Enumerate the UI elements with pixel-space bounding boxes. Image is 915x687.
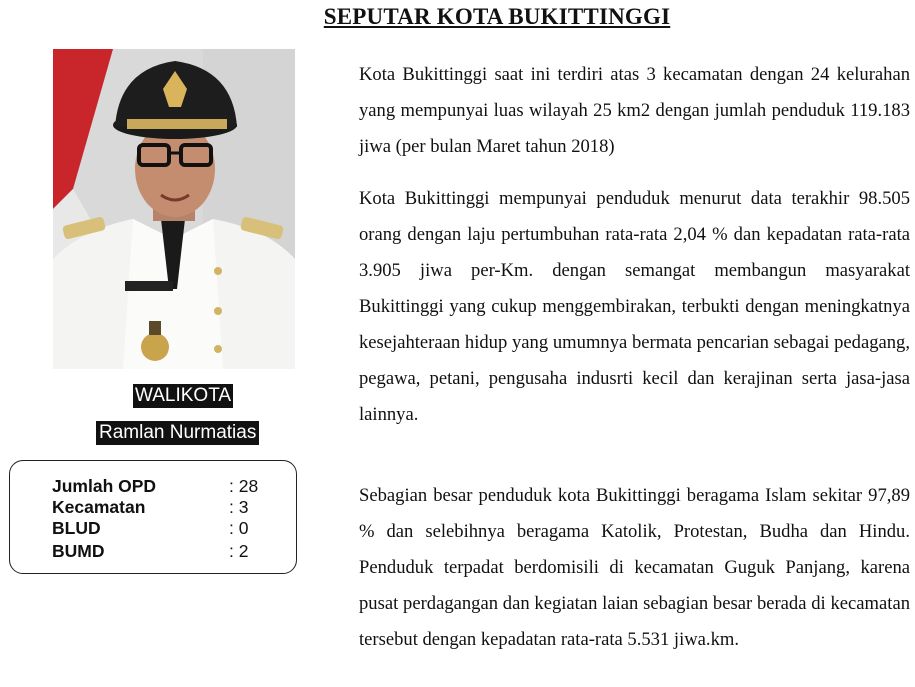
paragraph-2 xyxy=(359,181,910,433)
stat-row-blud xyxy=(52,518,248,539)
mayor-portrait-photo xyxy=(53,49,295,369)
page-title: SEPUTAR KOTA BUKITTINGGI xyxy=(323,4,671,29)
stat-row-opd xyxy=(52,476,258,497)
paragraph-3 xyxy=(359,478,910,658)
stat-label: Kecamatan xyxy=(52,497,146,517)
paragraph-text: Kota Bukittinggi saat ini terdiri atas 3 kecamatan dengan 24 kelurahan yang mempunyai luas wilayah 25 km2 dengan jumlah penduduk 119.183 jiwa (per bulan Maret tahun 2018) xyxy=(359,64,910,157)
paragraph-1 xyxy=(359,57,910,165)
stat-row-bumd xyxy=(52,541,248,562)
mayor-name: Ramlan Nurmatias xyxy=(96,421,259,445)
stat-value: : 0 xyxy=(229,518,249,538)
stat-label: BLUD xyxy=(52,518,101,538)
stat-value: : 3 xyxy=(229,497,249,517)
stat-label: Jumlah OPD xyxy=(52,476,157,496)
paragraph-text: Sebagian besar penduduk kota Bukittinggi beragama Islam sekitar 97,89 % dan selebihnya beragama Katolik, Protestan, Budha dan Hindu. Penduduk terpadat berdomisili di kecamatan Guguk Panjang, karena pusat perdagangan dan kegiatan laian sebagian besar berada di kecamatan tersebut dengan kepadatan rata-rata 5.531 jiwa.km. xyxy=(359,485,910,650)
stat-value: : 28 xyxy=(229,476,259,496)
stat-row-kecamatan xyxy=(52,497,248,518)
position-label: WALIKOTA xyxy=(135,385,232,406)
stat-label: BUMD xyxy=(52,541,105,561)
stat-value: : 2 xyxy=(229,541,249,561)
paragraph-text: Kota Bukittinggi mempunyai penduduk menurut data terakhir 98.505 orang dengan laju pertumbuhan rata-rata 2,04 % dan kepadatan rata-rata 3.905 jiwa per-Km. dengan semangat membangun masyarakat Bukittinggi yang cukup menggembirakan, terbukti dengan meningkatnya kesejahteraan hidup yang umumnya bermata pencarian sebagai pedagang, pegawa, petani, pengusaha indusrti kecil dan kerajinan serta jasa-jasa lainnya. xyxy=(359,188,910,425)
